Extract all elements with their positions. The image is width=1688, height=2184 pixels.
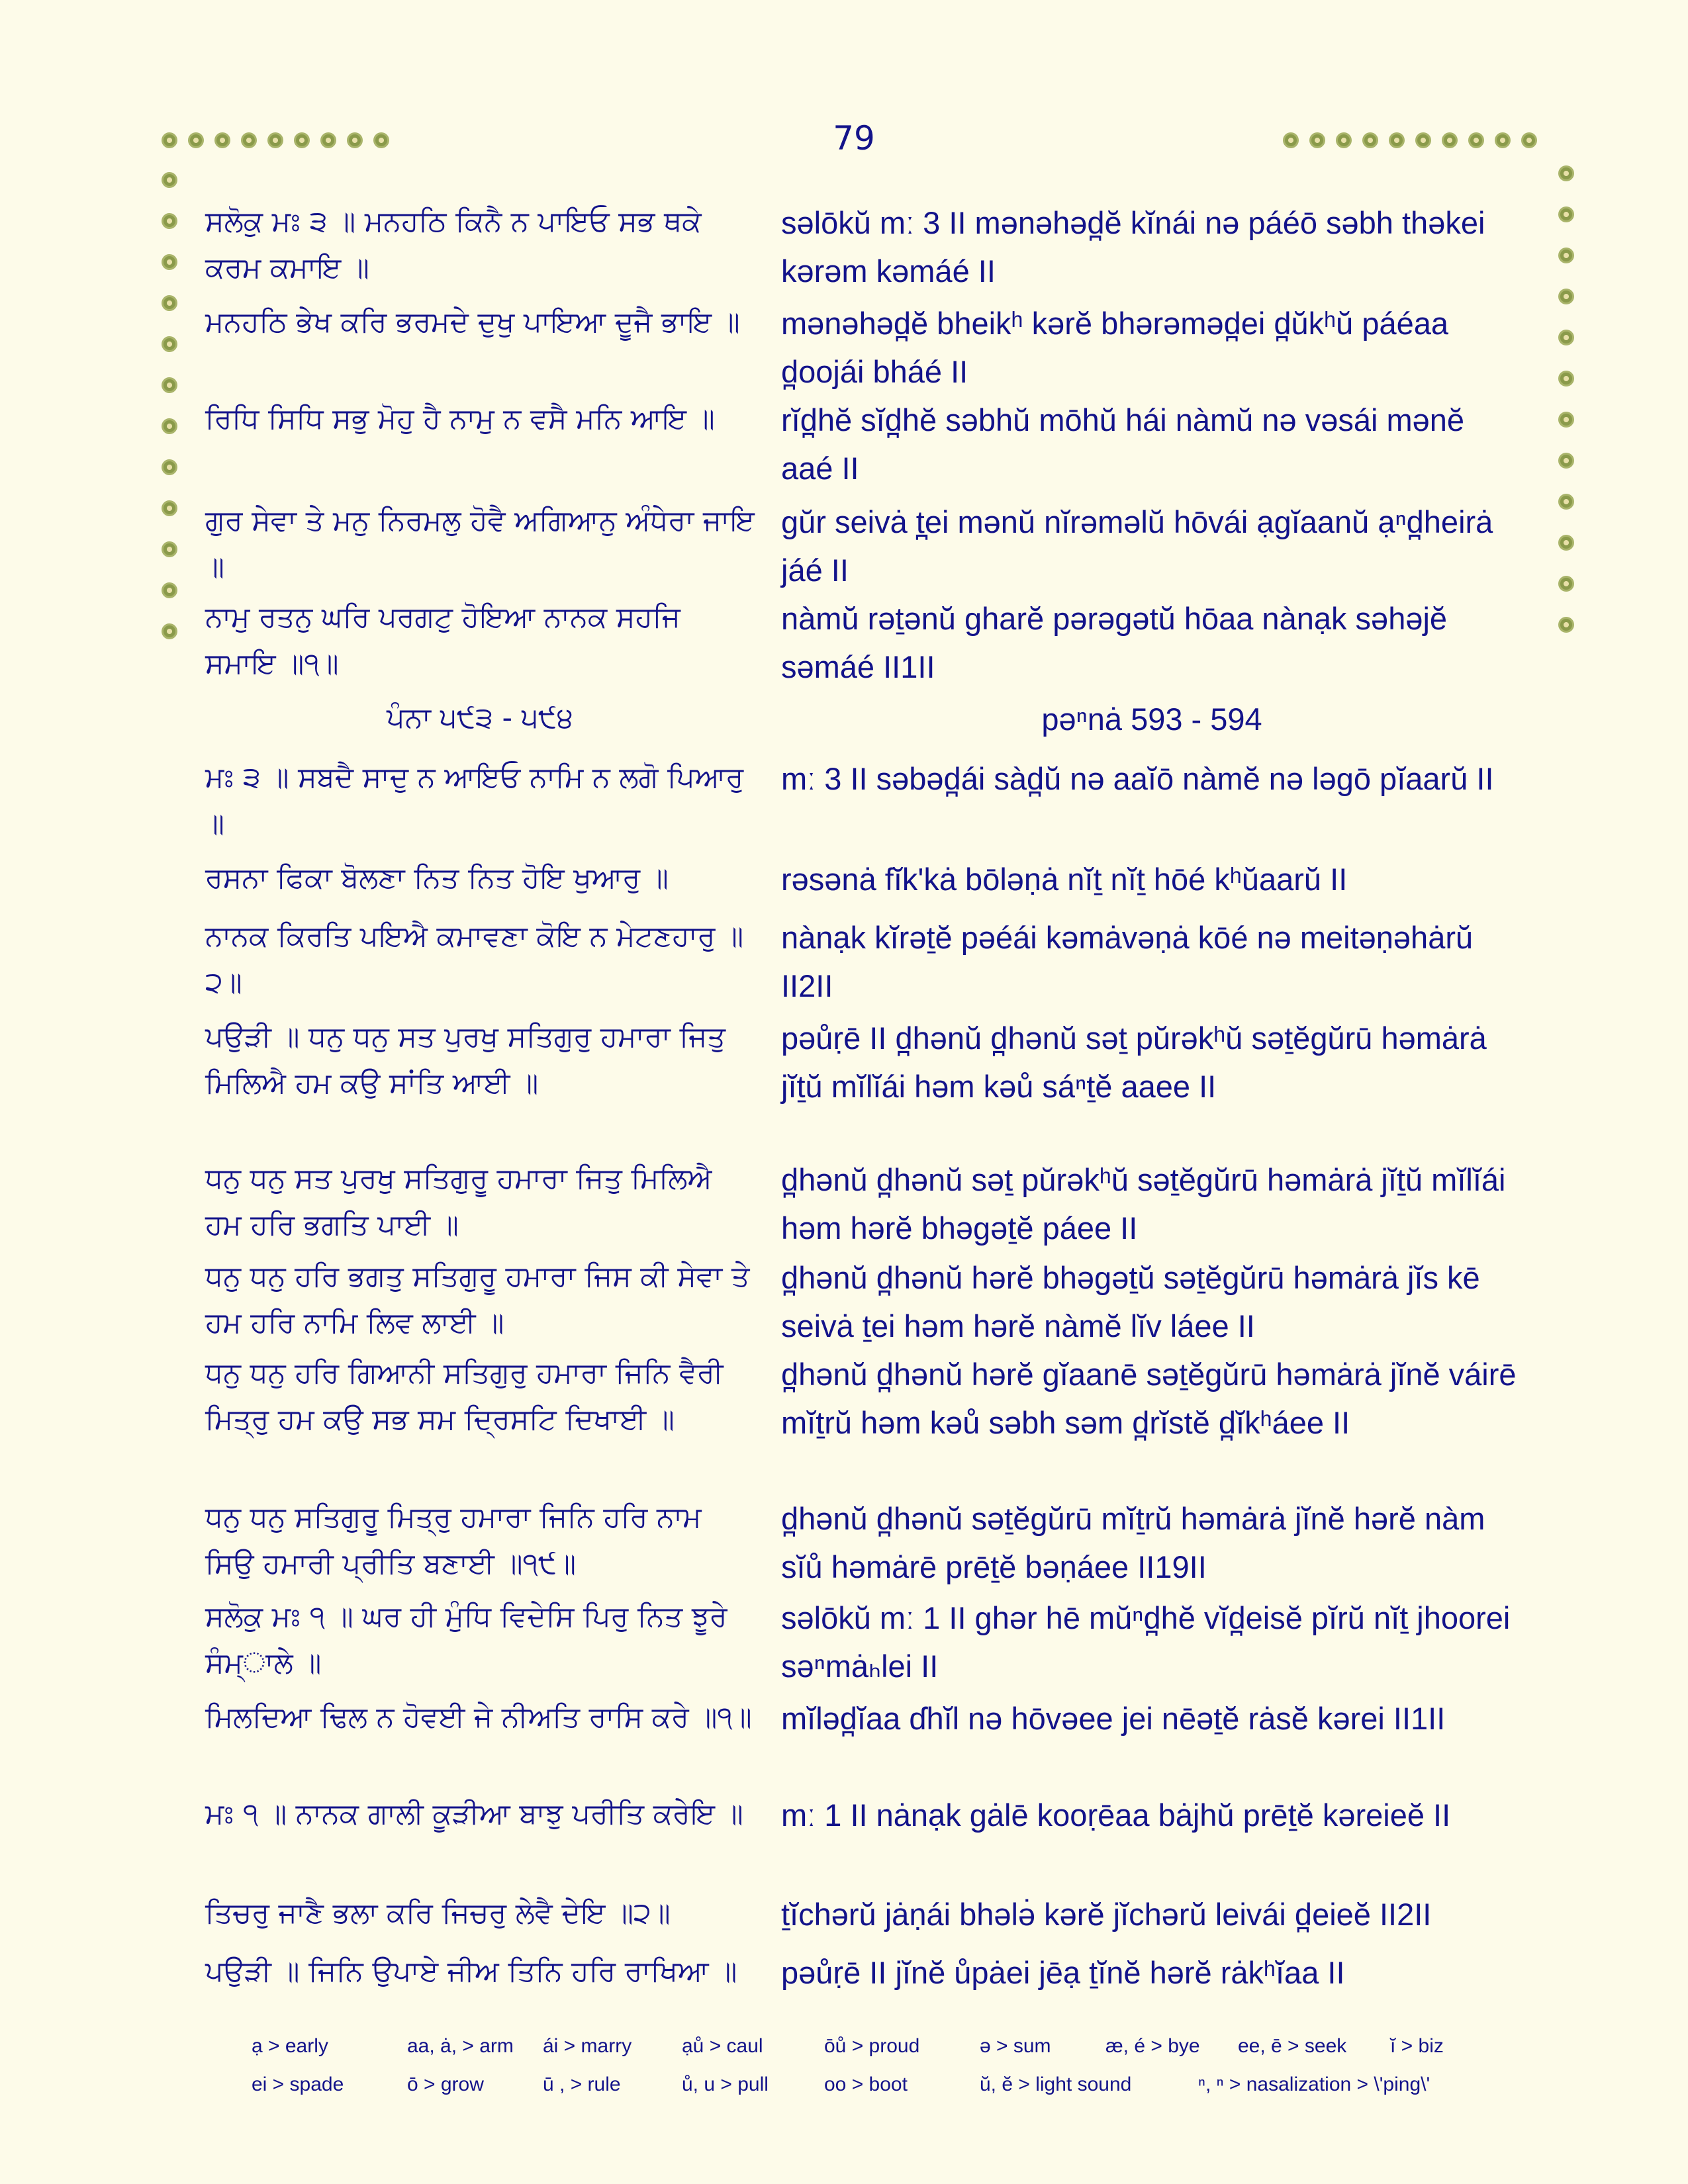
punjabi-line: ਤਿਚਰੁ ਜਾਣੈ ਭਲਾ ਕਰਿ ਜਿਚਰੁ ਲੇਵੈ ਦੇਇ ॥੨॥ (205, 1897, 671, 1930)
flower-icon (188, 132, 204, 148)
flower-icon (162, 541, 177, 557)
flower-icon (1336, 132, 1352, 148)
legend-item: ĭ > biz (1390, 2035, 1444, 2057)
transliteration-line: pəůṛē II jĭnĕ ůpȧei jēạ ṯĭnĕ hərĕ rȧkʰĭaa II (781, 1955, 1345, 1990)
transliteration-line: rəsənȧ fĭk'kȧ bōləṇȧ nĭṯ nĭṯ hōé kʰŭaarŭ II (781, 862, 1348, 897)
transliteration-line: rĭd̪hĕ sĭd̪hĕ səbhŭ mōhŭ hái nàmŭ nə vəsái mənĕ aaé II (781, 402, 1465, 486)
flower-icon (162, 254, 177, 270)
transliteration-line: d̪hənŭ d̪hənŭ səṯĕgŭrū mĭṯrŭ həmȧrȧ jĭnĕ hərĕ nàm sĭů həmȧrē prēṯĕ bəṇáee II19II (781, 1501, 1485, 1584)
punjabi-page-ref: ਪੰਨਾ ੫੯੩ - ੫੯੪ (387, 702, 573, 735)
flower-icon (162, 500, 177, 516)
flower-icon (1521, 132, 1537, 148)
flower-icon (241, 132, 257, 148)
flower-icon (162, 213, 177, 229)
ornament-left-column (162, 172, 177, 639)
punjabi-line: ਮਃ ੧ ॥ ਨਾਨਕ ਗਾਲੀ ਕੂੜੀਆ ਬਾਝੁ ਪਰੀਤਿ ਕਰੇਇ ॥ (205, 1797, 743, 1831)
punjabi-line: ਧਨੁ ਧਨੁ ਸਤ ਪੁਰਖੁ ਸਤਿਗੁਰੂ ਹਮਾਰਾ ਜਿਤੁ ਮਿਲਿਐ ਹਮ ਹਰਿ ਭਗਤਿ ਪਾਈ ॥ (205, 1162, 712, 1242)
flower-icon (1558, 412, 1574, 428)
punjabi-line: ਮਨਹਠਿ ਭੇਖ ਕਰਿ ਭਰਮਦੇ ਦੁਖੁ ਪਾਇਆ ਦੂਜੈ ਭਾਇ ॥ (205, 306, 740, 339)
flower-icon (294, 132, 310, 148)
flower-icon (162, 623, 177, 639)
flower-icon (1558, 494, 1574, 510)
punjabi-line: ਧਨੁ ਧਨੁ ਹਰਿ ਗਿਆਨੀ ਸਤਿਗੁਰੁ ਹਮਾਰਾ ਜਿਨਿ ਵੈਰੀ ਮਿਤ੍ਰੁ ਹਮ ਕਉ ਸਭ ਸਮ ਦ੍ਰਿਸਟਿ ਦਿਖਾਈ ॥ (205, 1357, 724, 1436)
punjabi-line: ਰਿਧਿ ਸਿਧਿ ਸਭੁ ਮੋਹੁ ਹੈ ਨਾਮੁ ਨ ਵਸੈ ਮਨਿ ਆਇ ॥ (205, 402, 715, 435)
punjabi-line: ਧਨੁ ਧਨੁ ਸਤਿਗੁਰੂ ਮਿਤ੍ਰੁ ਹਮਾਰਾ ਜਿਨਿ ਹਰਿ ਨਾਮ ਸਿਉ ਹਮਾਰੀ ਪ੍ਰੀਤਿ ਬਣਾਈ ॥੧੯॥ (205, 1501, 702, 1580)
flower-icon (1558, 617, 1574, 633)
transliteration-line: səlōkŭ mː 3 II mənəhəd̪ĕ kĭnái nə páéō səbh thəkei kərəm kəmáé II (781, 205, 1485, 289)
flower-icon (373, 132, 389, 148)
transliteration-line: d̪hənŭ d̪hənŭ səṯ pŭrəkʰŭ səṯĕgŭrū həmȧrȧ jĭṯŭ mĭlĭái həm hərĕ bhəgəṯĕ páee II (781, 1162, 1506, 1246)
transliteration-line: d̪hənŭ d̪hənŭ hərĕ bhəgəṯŭ səṯĕgŭrū həmȧrȧ jĭs kē seivȧ ṯei həm hərĕ nàmĕ lĭv láee II (781, 1260, 1480, 1343)
transliteration-line: mĭləd̪ĭaa ɗhĭl nə hōvəee jei nēəṯĕ rȧsĕ kərei II1II (781, 1701, 1446, 1736)
page-number: 79 (833, 119, 875, 158)
flower-icon (1558, 453, 1574, 469)
flower-icon (214, 132, 230, 148)
flower-icon (1558, 330, 1574, 345)
legend-item: ū , > rule (543, 2073, 621, 2095)
punjabi-line: ਗੁਰ ਸੇਵਾ ਤੇ ਮਨੁ ਨਿਰਮਲੁ ਹੋਵੈ ਅਗਿਆਨੁ ਅੰਧੇਰਾ ਜਾਇ ॥ (205, 504, 755, 584)
legend-item: æ, é > bye (1105, 2035, 1200, 2057)
legend-item: ō > grow (407, 2073, 484, 2095)
flower-icon (1468, 132, 1484, 148)
punjabi-line: ਮਿਲਦਿਆ ਢਿਲ ਨ ਹੋਵਈ ਜੇ ਨੀਅਤਿ ਰਾਸਿ ਕਰੇ ॥੧॥ (205, 1701, 752, 1734)
ornament-top-left (162, 132, 389, 148)
punjabi-line: ਰਸਨਾ ਫਿਕਾ ਬੋਲਣਾ ਨਿਤ ਨਿਤ ਹੋਇ ਖੁਆਰੁ ॥ (205, 862, 669, 895)
flower-icon (1558, 248, 1574, 263)
flower-icon (267, 132, 283, 148)
transliteration-line: mənəhəd̪ĕ bheikʰ kərĕ bhərəməd̪ei d̪ŭkʰŭ páéaa d̪oojái bháé II (781, 306, 1449, 389)
legend-item: ái > marry (543, 2035, 632, 2057)
legend-item: ů, u > pull (682, 2073, 769, 2095)
transliteration-line: pəůṛē II d̪hənŭ d̪hənŭ səṯ pŭrəkʰŭ səṯĕgŭrū həmȧrȧ jĭṯŭ mĭlĭái həm kəů sáⁿṯĕ aaee II (781, 1021, 1487, 1104)
ornament-top-right (1283, 132, 1537, 148)
flower-icon (1558, 289, 1574, 304)
punjabi-line: ਸਲੋਕੁ ਮਃ ੩ ॥ ਮਨਹਠਿ ਕਿਨੈ ਨ ਪਾਇਓ ਸਭ ਥਕੇ ਕਰਮ ਕਮਾਇ ॥ (205, 205, 702, 285)
transliteration-line: mː 3 II səbəd̪ái sàd̪ŭ nə aaĭō nàmĕ nə ləgō pĭaarŭ II (781, 761, 1494, 796)
flower-icon (1558, 371, 1574, 387)
flower-icon (1495, 132, 1511, 148)
flower-icon (1442, 132, 1458, 148)
legend-item: ⁿ, ⁿ > nasalization > \'ping\' (1198, 2073, 1430, 2095)
transliteration-line: nàmŭ rəṯənŭ gharĕ pərəgətŭ hōaa nànạk səhəjĕ səmáé II1II (781, 601, 1448, 684)
legend-item: oo > boot (824, 2073, 908, 2095)
flower-icon (1362, 132, 1378, 148)
punjabi-line: ਪਉੜੀ ॥ ਧਨੁ ਧਨੁ ਸਤ ਪੁਰਖੁ ਸਤਿਗੁਰੁ ਹਮਾਰਾ ਜਿਤੁ ਮਿਲਿਐ ਹਮ ਕਉ ਸਾਂਤਿ ਆਈ ॥ (205, 1021, 726, 1100)
punjabi-line: ਧਨੁ ਧਨੁ ਹਰਿ ਭਗਤੁ ਸਤਿਗੁਰੂ ਹਮਾਰਾ ਜਿਸ ਕੀ ਸੇਵਾ ਤੇ ਹਮ ਹਰਿ ਨਾਮਿ ਲਿਵ ਲਾਈ ॥ (205, 1260, 750, 1340)
legend-item: ee, ē > seek (1238, 2035, 1347, 2057)
punjabi-line: ਨਾਨਕ ਕਿਰਤਿ ਪਇਐ ਕਮਾਵਣਾ ਕੋਇ ਨ ਮੇਟਣਹਾਰੁ ॥੨॥ (205, 920, 744, 999)
transliteration-line: gŭr seivȧ t̪ei mənŭ nĭrəməlŭ hōvái ạgĭaanŭ ạⁿd̪heirȧ jáé II (781, 504, 1493, 588)
legend-item: ə > sum (980, 2035, 1051, 2057)
legend-item: ei > spade (252, 2073, 344, 2095)
punjabi-line: ਨਾਮੁ ਰਤਨੁ ਘਰਿ ਪਰਗਟੁ ਹੋਇਆ ਨਾਨਕ ਸਹਜਿ ਸਮਾਇ ॥੧॥ (205, 601, 680, 680)
flower-icon (162, 132, 177, 148)
flower-icon (162, 418, 177, 434)
flower-icon (162, 377, 177, 393)
flower-icon (1558, 535, 1574, 551)
pronunciation-legend (252, 2035, 1509, 2108)
transliteration-line: səlōkŭ mː 1 II ghər hē mŭⁿd̪hĕ vĭd̪eisĕ pĭrŭ nĭṯ jhoorei səⁿmȧₕlei II (781, 1600, 1511, 1684)
flower-icon (1309, 132, 1325, 148)
flower-icon (1283, 132, 1299, 148)
flower-icon (1389, 132, 1405, 148)
legend-item: ạů > caul (682, 2035, 763, 2057)
flower-icon (162, 336, 177, 352)
flower-icon (162, 295, 177, 311)
flower-icon (1558, 576, 1574, 592)
punjabi-line: ਮਃ ੩ ॥ ਸਬਦੈ ਸਾਦੁ ਨ ਆਇਓ ਨਾਮਿ ਨ ਲਗੋ ਪਿਆਰੁ ॥ (205, 761, 744, 841)
punjabi-line: ਪਉੜੀ ॥ ਜਿਨਿ ਉਪਾਏ ਜੀਅ ਤਿਨਿ ਹਰਿ ਰਾਖਿਆ ॥ (205, 1955, 737, 1988)
flower-icon (320, 132, 336, 148)
transliteration-line: d̪hənŭ d̪hənŭ hərĕ gĭaanē səṯĕgŭrū həmȧrȧ jĭnĕ váirē mĭṯrŭ həm kəů səbh səm d̪rĭstĕ d̪ĭkʰáee II (781, 1357, 1517, 1440)
transliteration-line: mː 1 II nȧnạk gȧlē kooṛēaa bȧjhŭ prēṯĕ kəreieĕ II (781, 1797, 1451, 1833)
flower-icon (162, 582, 177, 598)
legend-item: ŭ, ĕ > light sound (980, 2073, 1132, 2095)
transliteration-page-ref: pəⁿnȧ 593 - 594 (1041, 702, 1262, 737)
ornament-right-column (1558, 165, 1574, 633)
flower-icon (162, 172, 177, 188)
transliteration-line: nànạk kĭrəṯĕ pəéái kəmȧvəṇȧ kōé nə meitəṇəhȧrŭ II2II (781, 920, 1474, 1003)
flower-icon (347, 132, 363, 148)
flower-icon (1415, 132, 1431, 148)
legend-item: ōů > proud (824, 2035, 920, 2057)
flower-icon (1558, 165, 1574, 181)
transliteration-line: ṯĭchərŭ jȧṇái bhələ̇ kərĕ jĭchərŭ leivái d̪eieĕ II2II (781, 1897, 1432, 1932)
punjabi-line: ਸਲੋਕੁ ਮਃ ੧ ॥ ਘਰ ਹੀ ਮੁੰਧਿ ਵਿਦੇਸਿ ਪਿਰੁ ਨਿਤ ਝੂਰੇ ਸੰਮ੍ਾਲੇ ॥ (205, 1600, 727, 1680)
legend-item: aa, ȧ, > arm (407, 2035, 514, 2057)
flower-icon (1558, 206, 1574, 222)
legend-item: ạ > early (252, 2035, 328, 2057)
flower-icon (162, 459, 177, 475)
